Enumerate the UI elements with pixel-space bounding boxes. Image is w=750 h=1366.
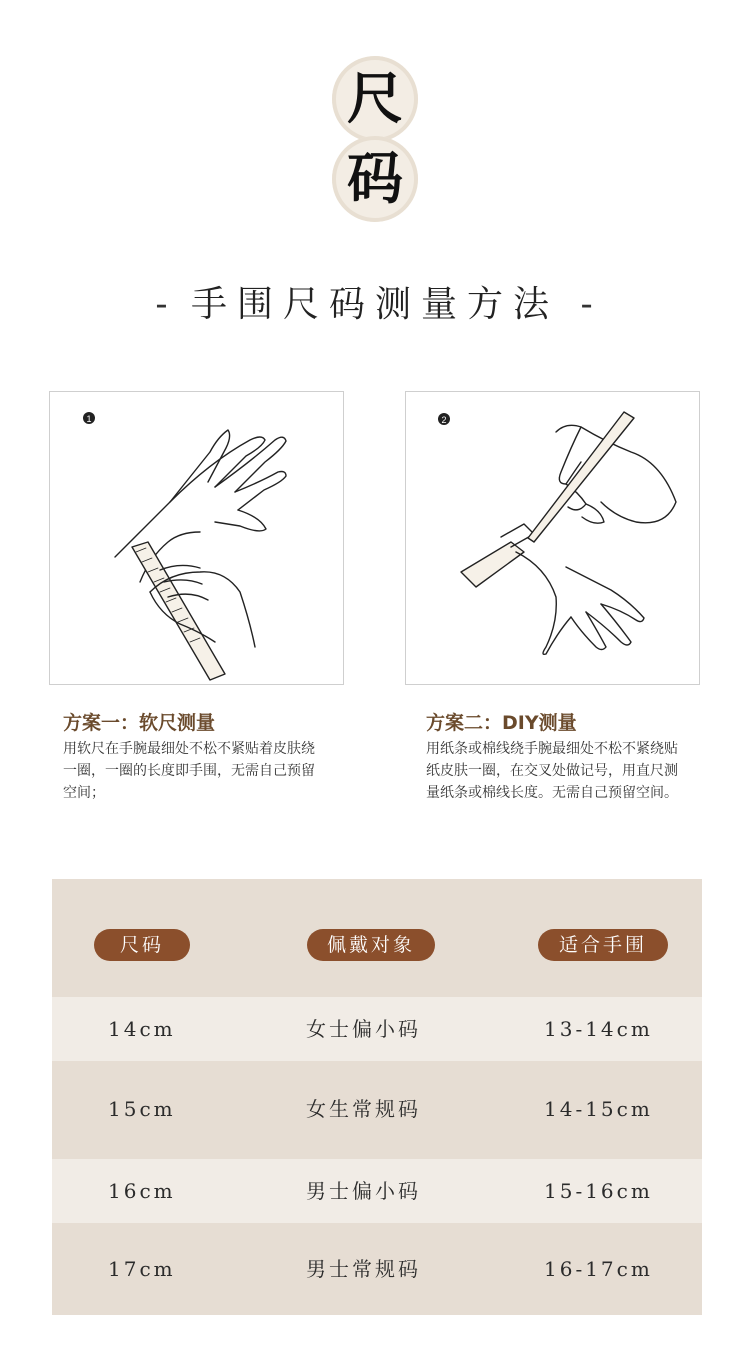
diy-illustration bbox=[406, 392, 699, 684]
seal-character-top bbox=[332, 56, 418, 142]
size-table-header bbox=[52, 879, 702, 997]
heading-dash-left: - bbox=[155, 284, 170, 325]
soft-ruler-illustration bbox=[50, 392, 343, 684]
method-1-description: 用软尺在手腕最细处不松不紧贴着皮肤绕一圈，一圈的长度即手围，无需自己预留空间； bbox=[63, 741, 315, 801]
seal-character-bottom bbox=[332, 136, 418, 222]
step-number-2: 2 bbox=[441, 415, 447, 425]
table-row bbox=[52, 1061, 702, 1159]
method-1-title: 方案一：软尺测量 bbox=[63, 712, 216, 734]
wrist-cell: 15-16cm bbox=[544, 1179, 653, 1203]
section-heading bbox=[0, 276, 750, 327]
wearer-cell: 男士偏小码 bbox=[306, 1179, 421, 1203]
wrist-cell: 13-14cm bbox=[544, 1017, 653, 1041]
seal-bottom-text: 码 bbox=[347, 146, 403, 212]
heading-dash-right: - bbox=[580, 284, 595, 325]
wearer-cell: 女士偏小码 bbox=[306, 1017, 421, 1041]
table-row bbox=[52, 1223, 702, 1315]
illustration-panel-soft-ruler bbox=[49, 391, 344, 685]
wearer-cell: 女生常规码 bbox=[306, 1097, 421, 1121]
size-cell: 15cm bbox=[108, 1097, 176, 1121]
wearer-cell: 男士常规码 bbox=[306, 1257, 421, 1281]
header-wrist-pill: 适合手围 bbox=[538, 929, 668, 961]
wrist-cell: 14-15cm bbox=[544, 1097, 653, 1121]
table-row bbox=[52, 997, 702, 1061]
size-cell: 16cm bbox=[108, 1179, 176, 1203]
header-size-pill: 尺码 bbox=[94, 929, 190, 961]
step-number-1: 1 bbox=[86, 414, 92, 424]
size-cell: 17cm bbox=[108, 1257, 176, 1281]
method-2-description: 用纸条或棉线绕手腕最细处不松不紧绕贴纸皮肤一圈，在交叉处做记号，用直尺测量纸条或棉线长度。无需自己预留空间。 bbox=[426, 741, 678, 801]
method-2-title: 方案二：DIY测量 bbox=[426, 712, 577, 734]
size-cell: 14cm bbox=[108, 1017, 176, 1041]
size-table bbox=[52, 879, 702, 1315]
heading-title: 手围尺码测量方法 bbox=[190, 284, 559, 325]
seal-top-text: 尺 bbox=[347, 66, 403, 132]
header-wearer-pill: 佩戴对象 bbox=[307, 929, 435, 961]
wrist-cell: 16-17cm bbox=[544, 1257, 653, 1281]
table-row bbox=[52, 1159, 702, 1223]
illustration-panel-diy bbox=[405, 391, 700, 685]
